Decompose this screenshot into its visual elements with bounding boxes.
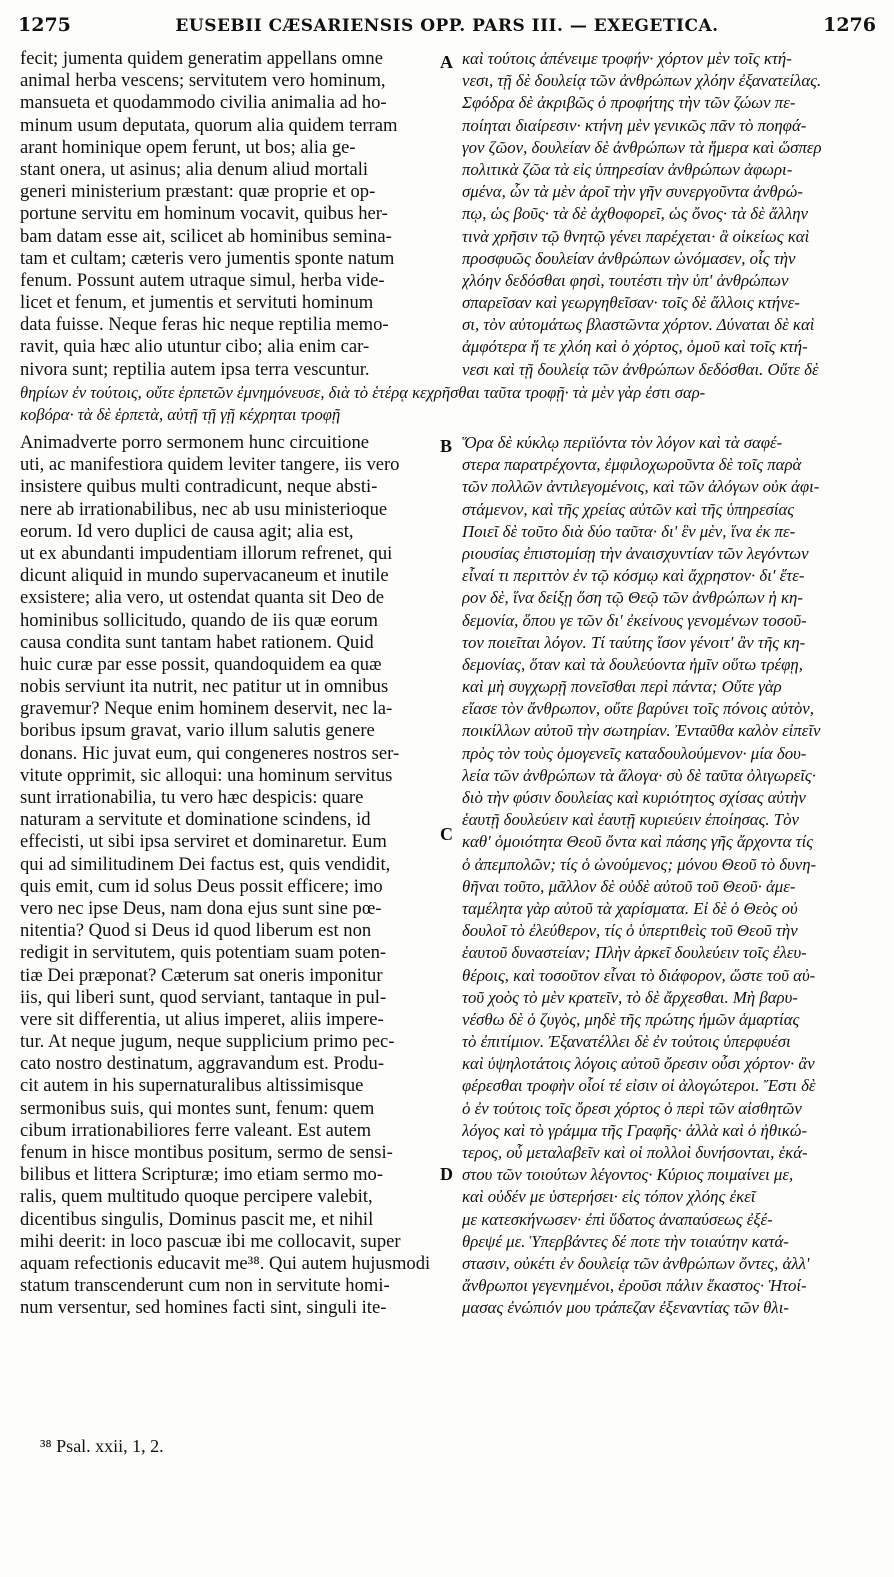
greek-text-line: θρεψέ με. Ὑπερβάντες δέ ποτε τὴν τοιαύτην κατά- bbox=[462, 1231, 789, 1251]
running-title: EUSEBII CÆSARIENSIS OPP. PARS III. — EXEGETICA. bbox=[175, 16, 719, 36]
footnote: ³⁸ Psal. xxii, 1, 2. bbox=[40, 1436, 164, 1456]
greek-text-line: καὶ ὑψηλοτάτοις λόγοις αὐτοῦ ὄρεσιν οὖσι χόρτον· ἂν bbox=[462, 1054, 815, 1074]
latin-text-line: sunt irrationabilia, tu vero hæc despicis: quare bbox=[20, 787, 364, 808]
latin-text-line: animal herba vescens; servitutem vero hominum, bbox=[20, 70, 386, 92]
greek-text-line: νέσθω δὲ ὁ ζυγὸς, μηδὲ τῆς πρώτης ἡμῶν ἁμαρτίας bbox=[462, 1009, 800, 1029]
latin-text-line: ralis, quem multitudo quoque percipere valebit, bbox=[20, 1186, 373, 1208]
greek-text-line: χλόην δεδόσθαι φησὶ, τουτέστι τὴν ὑπ' ἀνθρώπων bbox=[462, 270, 789, 290]
latin-text-line: naturam a servitute et dominatione scindens, id bbox=[20, 809, 371, 831]
greek-text-line: θηρίων ἐν τούτοις, οὔτε ἑρπετῶν ἐμνημόνευσε, διὰ τὸ ἑτέρᾳ κεχρῆσθαι ταῦτα τροφῇ· τὰ μὲν γὰρ ἐστι σαρ- bbox=[20, 383, 706, 402]
latin-column-section-2 bbox=[20, 432, 438, 1320]
greek-text-line: Ὅρα δὲ κύκλῳ περιϊόντα τὸν λόγον καὶ τὰ σαφέ- bbox=[462, 433, 783, 452]
greek-text-line: δουλοῖ τὸ ἐλεύθερον, τίς ὁ ὑπερτιθεὶς τοῦ Θεοῦ τὴν bbox=[462, 921, 798, 941]
greek-text-line: ἑαυτῇ δουλεύειν καὶ ἑαυτῇ κυριεύειν ἐποίησας. Τὸν bbox=[462, 810, 799, 830]
page-header bbox=[18, 14, 876, 44]
latin-text-line: sermonibus suis, qui montes sunt, fenum: quem bbox=[20, 1097, 375, 1119]
greek-text-line: τερος, οὗ μεταλαβεῖν καὶ οἱ πολλοὶ δυνήσονται, ἑκά- bbox=[462, 1143, 808, 1162]
latin-text-line: fecit; jumenta quidem generatim appellans omne bbox=[20, 48, 383, 69]
greek-text-line: ἄνθρωποι γεγενημένοι, ἐροῦσι πάλιν ἕκαστος· Ἡτοί- bbox=[462, 1276, 807, 1296]
greek-text-line: σμένα, ὧν τὰ μὲν ἀροῖ τὴν γῆν συνεργοῦντα ἀνθρώ- bbox=[462, 182, 803, 202]
latin-text-line: bam datam esse ait, scilicet ab hominibus semina- bbox=[20, 225, 392, 247]
greek-text-line: Ποιεῖ δὲ τοῦτο διὰ δύο ταῦτα· δι' ἓν μὲν, ἵνα ἐκ πε- bbox=[462, 521, 796, 541]
margin-marker-a: A bbox=[440, 52, 453, 72]
latin-column-section-1 bbox=[20, 48, 438, 381]
latin-text-line: bilibus et littera Scripturæ; imo etiam sermo mo- bbox=[20, 1164, 384, 1186]
latin-text-line: dicentibus singulis, Dominus pascit me, et nihil bbox=[20, 1208, 374, 1230]
greek-text-line: γον ζῶον, δουλείαν δὲ ἀνθρώπων τὰ ἥμερα καὶ ὥσπερ bbox=[462, 137, 822, 157]
margin-marker-c: C bbox=[440, 824, 453, 844]
latin-text-line: tam et cultam; cæteris vero jumentis sponte natum bbox=[20, 247, 395, 269]
greek-text-line: στασιν, οὐκέτι ἐν δουλείᾳ τῶν ἀνθρώπων ὄντες, ἀλλ' bbox=[462, 1253, 810, 1273]
greek-fullwidth-continuation bbox=[20, 382, 880, 426]
latin-text-line: insistere quibus multi contradicunt, neque absti- bbox=[20, 476, 378, 498]
greek-text-line: θέροις, καὶ τοσοῦτον εἶναι τὸ διάφορον, ὥστε τοῦ αὐ- bbox=[462, 965, 816, 985]
greek-text-line: μασας ἐνώπιόν μου τράπεζαν ἐξεναντίας τῶν θλι- bbox=[462, 1298, 789, 1318]
greek-text-line: εἴασε τὸν ἄνθρωπον, οὔτε βαρύνει τοῖς πόνοις αὐτὸν, bbox=[462, 699, 814, 719]
latin-text-line: vero nec ipse Deus, nam dona ejus sunt sine pœ- bbox=[20, 897, 382, 919]
latin-text-line: fenum in hisce montibus positum, sermo de sensi- bbox=[20, 1142, 393, 1163]
latin-text-line: generi ministerium præstant: quæ proprie et op- bbox=[20, 181, 376, 203]
right-page-number: 1276 bbox=[823, 14, 876, 36]
latin-text-line: mansueta et quodammodo civilia animalia ad ho- bbox=[20, 92, 387, 114]
greek-text-line: ὁ ἀπεμπολῶν; τίς ὁ ὠνούμενος; μόνου Θεοῦ τὸ δυνη- bbox=[462, 854, 817, 874]
latin-text-line: Animadverte porro sermonem hunc circuitione bbox=[20, 432, 370, 453]
greek-text-line: καὶ μὴ συγχωρῇ πονεῖσθαι περὶ πάντα; Οὔτε γὰρ bbox=[462, 677, 782, 697]
greek-text-line: στερα παρατρέχοντα, ἐμφιλοχωροῦντα δὲ τοῖς παρὰ bbox=[462, 455, 802, 475]
greek-text-line: ὁ ἐν τούτοις τοῖς ὄρεσι χόρτος ὁ περὶ τῶν αἰσθητῶν bbox=[462, 1098, 802, 1118]
latin-text-line: mihi deerit: in loco pascuæ ibi me collocavit, super bbox=[20, 1230, 401, 1252]
greek-text-line: πῳ, ὡς βοῦς· τὰ δὲ ἀχθοφορεῖ, ὡς ὄνος· τὰ δὲ ἄλλην bbox=[462, 204, 809, 224]
latin-text-line: vere sit differentia, ut alius imperet, aliis impere- bbox=[20, 1008, 384, 1030]
greek-text-line: στάμενον, καὶ τῆς χρείας αὐτῶν καὶ τῆς ὑπηρεσίας bbox=[462, 499, 795, 519]
greek-column-section-1 bbox=[462, 48, 880, 381]
latin-text-line: hominibus sollicitudo, quando de iis quæ eorum bbox=[20, 609, 378, 631]
greek-text-line: με κατεσκήνωσεν· ἐπὶ ὕδατος ἀναπαύσεως ἐξέ- bbox=[462, 1209, 773, 1229]
greek-text-line: ποικίλλων αὐτοῦ τὴν σωτηρίαν. Ἐνταῦθα καλὸν εἰπεῖν bbox=[462, 721, 821, 741]
greek-text-line: κοβόρα· τὰ δὲ ἑρπετὰ, αὐτῇ τῇ γῇ κέχρηται τροφῇ bbox=[20, 405, 341, 425]
latin-text-line: minum usum deputata, quorum alia quidem terram bbox=[20, 114, 398, 136]
latin-text-line: donans. Hic juvat eum, qui congeneres nostros ser- bbox=[20, 742, 400, 764]
greek-text-line: διὸ τὴν φύσιν δουλείας καὶ κυριότητος σχίσας αὐτὴν bbox=[462, 788, 806, 807]
greek-text-line: φέρεσθαι τροφὴν οἷοί τέ εἰσιν οἱ ἀλογώτεροι. Ἔστι δὲ bbox=[462, 1076, 816, 1096]
margin-marker-d: D bbox=[440, 1164, 453, 1184]
greek-text-line: ριουσίας ἐπιστομίσῃ τὴν ἀναισχυντίαν τῶν λεγόντων bbox=[462, 543, 809, 563]
greek-column-section-2 bbox=[462, 432, 880, 1320]
greek-text-line: προσφυῶς δουλείαν ἀνθρώπων ὠνόμασεν, οἷς τὴν bbox=[462, 248, 796, 268]
latin-text-line: boribus ipsum gravat, vario illum salutis genere bbox=[20, 720, 375, 742]
greek-text-line: ταμέλητα γὰρ αὐτοῦ τὰ χαρίσματα. Εἰ δὲ ὁ Θεὸς οὐ bbox=[462, 898, 798, 918]
greek-text-line: ἑαυτοῦ δυναστείαν; Πλὴν ἀρκεῖ δουλεύειν τοῖς ἐλευ- bbox=[462, 943, 807, 963]
latin-text-line: arant hominique opem ferunt, ut bos; alia ge- bbox=[20, 136, 356, 158]
latin-text-line: huic curæ par esse possit, quandoquidem ea quæ bbox=[20, 653, 382, 675]
greek-text-line: νεσι καὶ τῇ δουλείᾳ τῶν ἀνθρώπων δεδόσθαι. Οὔτε δὲ bbox=[462, 359, 819, 379]
greek-text-line: πολιτικὰ ζῶα τὰ εἰς ὑπηρεσίαν ἀνθρώπων ἀφωρι- bbox=[462, 159, 793, 179]
latin-text-line: nivora sunt; reptilia autem ipsa terra vescuntur. bbox=[20, 358, 370, 380]
latin-text-line: portune servitu em hominum vocavit, quibus her- bbox=[20, 203, 388, 225]
greek-text-line: σπαρεῖσαν καὶ γεωργηθεῖσαν· τοῖς δὲ ἄλλοις κτήνε- bbox=[462, 293, 800, 313]
latin-text-line: cit autem in his supernaturalibus altissimisque bbox=[20, 1075, 364, 1097]
greek-text-line: ρον δὲ, ἵνα δείξῃ ὅση τῷ Θεῷ τῶν ἀνθρώπων ἡ κη- bbox=[462, 588, 803, 608]
latin-text-line: vitute opprimit, sic alloqui: una hominum servitus bbox=[20, 764, 393, 786]
latin-text-line: ut ex abundanti impudentiam illorum refrenet, qui bbox=[20, 542, 393, 564]
margin-marker-b: B bbox=[440, 436, 453, 456]
greek-text-line: τινὰ χρῆσιν τῷ θνητῷ γένει παρέχεται· ἃ οἰκείως καὶ bbox=[462, 226, 810, 246]
greek-text-line: δεμονίας, ὅταν καὶ τὰ δουλεύοντα ἡμῖν οὕτω τρέφῃ, bbox=[462, 654, 803, 674]
latin-text-line: num versentur, sed homines facti sint, singuli ite- bbox=[20, 1297, 387, 1319]
latin-text-line: tur. At neque jugum, neque supplicium primo pec- bbox=[20, 1031, 395, 1053]
latin-text-line: fenum. Possunt autem utraque simul, herba vide- bbox=[20, 269, 385, 291]
latin-text-line: licet et fenum, et jumentis et servituti hominum bbox=[20, 292, 374, 314]
greek-text-line: τον ποιεῖται λόγον. Τί ταύτης ἴσον γένοιτ' ἂν τῆς κη- bbox=[462, 632, 806, 652]
latin-text-line: exsistere; alia vero, ut ostendat quanta sit Deo de bbox=[20, 587, 385, 609]
greek-text-line: στου τῶν τοιούτων λέγοντος· Κύριος ποιμαίνει με, bbox=[462, 1165, 794, 1185]
greek-text-line: τὸ ἐπιτίμιον. Ἐξανατέλλει δὲ ἐν τούτοις ὑπερφυέσι bbox=[462, 1032, 791, 1052]
latin-text-line: effecisti, ut sibi ipsa serviret et dominaretur. Eum bbox=[20, 831, 387, 853]
latin-text-line: gravemur? Neque enim hominem deservit, nec la- bbox=[20, 698, 393, 720]
latin-text-line: aquam refectionis educavit me³⁸. Qui autem hujusmodi bbox=[20, 1252, 431, 1274]
latin-text-line: nobis serviunt ita nutrit, nec patitur ut in omnibus bbox=[20, 676, 389, 698]
greek-text-line: ποίηται διαίρεσιν· κτήνη μὲν γενικῶς πᾶν τὸ ποηφά- bbox=[462, 115, 807, 135]
latin-text-line: statum transcenderunt cum non in servitute homi- bbox=[20, 1275, 390, 1297]
latin-text-line: iis, qui liberi sunt, quod serviant, tantaque in pul- bbox=[20, 986, 387, 1008]
latin-text-line: cibum irrationabiliores ferre valeant. Est autem bbox=[20, 1119, 372, 1141]
greek-text-line: πρὸς τὸν τοὺς ὁμογενεῖς καταδουλούμενον· μία δου- bbox=[462, 743, 807, 763]
latin-text-line: tiæ Dei præponat? Cæterum sat oneris imponitur bbox=[20, 964, 383, 986]
latin-text-line: qui ad similitudinem Dei factus est, quis vendidit, bbox=[20, 853, 391, 875]
greek-text-line: δεμονία, ὅπου γε τῶν δι' ἐκείνους γενομένων τοσοῦ- bbox=[462, 610, 807, 630]
greek-text-line: τῶν πολλῶν ἀντιλεγομένοις, καὶ τῶν ἀλόγων οὐκ ἀφι- bbox=[462, 477, 820, 497]
latin-text-line: eorum. Id vero duplici de causa agit; alia est, bbox=[20, 520, 354, 542]
greek-text-line: Σφόδρα δὲ ἀκριβῶς ὁ προφήτης τὴν τῶν ζώων πε- bbox=[462, 93, 796, 113]
greek-text-line: ἀμφότερα ἥ τε χλόη καὶ ὁ χόρτος, ὁμοῦ καὶ τοῖς κτή- bbox=[462, 337, 808, 357]
left-page-number: 1275 bbox=[18, 14, 71, 36]
greek-text-line: καὶ οὐδέν με ὑστερήσει· εἰς τόπον χλόης ἐκεῖ bbox=[462, 1187, 756, 1207]
latin-text-line: nitentia? Quod si Deus id quod liberum est non bbox=[20, 920, 372, 942]
latin-text-line: ravit, quia hæc alio utuntur cibo; alia enim car- bbox=[20, 336, 370, 358]
greek-text-line: νεσι, τῇ δὲ δουλείᾳ τῶν ἀνθρώπων χλόην ἐξανατείλας. bbox=[462, 71, 822, 91]
latin-text-line: redigit in servitutem, quis potentiam suam poten- bbox=[20, 942, 387, 964]
latin-text-line: stant onera, ut asinus; alia denum aliud mortali bbox=[20, 158, 369, 180]
greek-text-line: θῆναι τοῦτο, μᾶλλον δὲ οὐδὲ αὐτοῦ τοῦ Θεοῦ· ἀμε- bbox=[462, 876, 796, 896]
greek-text-line: λόγος καὶ τὸ γράμμα τῆς Γραφῆς· ἀλλὰ καὶ ὁ ἠθικώ- bbox=[462, 1120, 808, 1140]
greek-text-line: εἶναί τι περιττὸν ἐν τῷ κόσμῳ καὶ ἄχρηστον· δι' ἕτε- bbox=[462, 566, 805, 586]
latin-text-line: quis emit, cum id solus Deus possit efficere; imo bbox=[20, 875, 383, 897]
greek-text-line: σι, τὸν αὐτομάτως βλαστῶντα χόρτον. Δύναται δὲ καὶ bbox=[462, 315, 815, 335]
latin-text-line: data fuisse. Neque feras hic neque reptilia memo- bbox=[20, 314, 389, 336]
greek-text-line: καθ' ὁμοιότητα Θεοῦ ὄντα καὶ πάσης γῆς ἄρχοντα τίς bbox=[462, 832, 814, 852]
greek-text-line: καὶ τούτοις ἀπένειμε τροφήν· χόρτον μὲν τοῖς κτή- bbox=[462, 49, 792, 68]
latin-text-line: cato nostro destinatum, aggravandum est. Produ- bbox=[20, 1053, 385, 1075]
latin-text-line: dicunt aliquid in mundo supervacaneum et inutile bbox=[20, 565, 389, 587]
latin-text-line: uti, ac manifestiora quidem leviter tangere, iis vero bbox=[20, 454, 400, 476]
greek-text-line: λεία τῶν ἀνθρώπων τὰ ἄλογα· σὺ δὲ ταῦτα ὀλιγωρεῖς· bbox=[462, 765, 816, 785]
greek-text-line: τοῦ χοὸς τὸ μὲν κρατεῖν, τὸ δὲ ἄρχεσθαι. Μὴ βαρυ- bbox=[462, 987, 798, 1007]
latin-text-line: causa condita sunt tantam habet rationem. Quid bbox=[20, 631, 374, 653]
latin-text-line: nere ab irrationabilibus, nec ab usu ministerioque bbox=[20, 498, 388, 520]
